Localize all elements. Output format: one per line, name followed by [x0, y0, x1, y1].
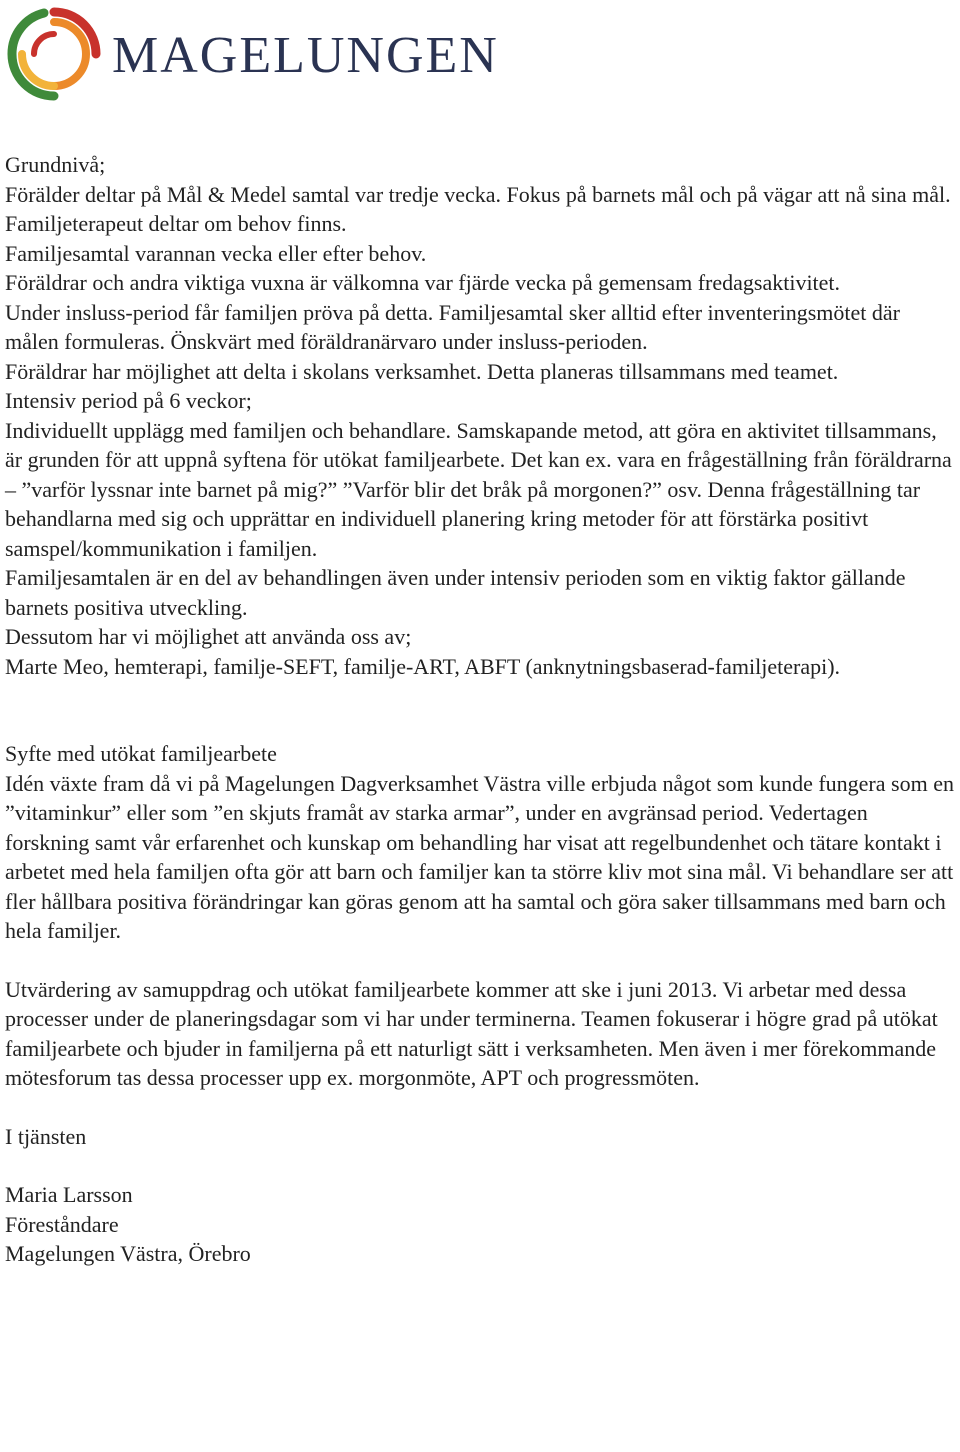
- paragraph: Idén växte fram då vi på Magelungen Dagverksamhet Västra ville erbjuda något som kunde fungera som en ”vitaminkur” eller som ”en skjuts framåt av starka armar”, under en avgränsad period. Vedertagen forskning samt vår erfarenhet och kunskap om behandling har visat att regelbundenhet och tätare kontakt i arbetet med hela familjen ofta gör att barn och familjer kan ta större kliv mot sina mål. Vi behandlare ser att fler hållbara positiva förändringar kan göras genom att ha samtal och göra saker tillsammans med barn och hela familjer.: [5, 770, 954, 943]
- paragraph: Utvärdering av samuppdrag och utökat familjearbete kommer att ske i juni 2013. Vi arbetar med dessa processer under de planeringsdagar som vi har under terminerna. Teamen fokuserar i högre grad på utökat familjearbete och bjuder in familjerna på ett naturligt sätt i verksamheten. Men även i mer förekommande mötesforum tas dessa processer upp ex. morgonmöte, APT och progressmöten.: [5, 976, 938, 1090]
- paragraph: Marte Meo, hemterapi, familje-SEFT, familje-ART, ABFT (anknytningsbaserad-familjeterapi).: [5, 653, 841, 679]
- spacer: [5, 1093, 955, 1122]
- signature-name: Maria Larsson: [5, 1182, 133, 1207]
- paragraph: Förälder deltar på Mål & Medel samtal var tredje vecka. Fokus på barnets mål och på vägar att nå sina mål. Familjeterapeut deltar om behov finns.: [5, 181, 951, 236]
- paragraph: Föräldrar har möjlighet att delta i skolans verksamhet. Detta planeras tillsammans med teamet.: [5, 358, 839, 384]
- section-heading-intensiv: Intensiv period på 6 veckor;: [5, 388, 252, 413]
- section-heading-syfte: Syfte med utökat familjearbete: [5, 741, 277, 766]
- paragraph: Föräldrar och andra viktiga vuxna är välkomna var fjärde vecka på gemensam fredagsaktivitet.: [5, 270, 841, 295]
- paragraph: Individuellt upplägg med familjen och behandlare. Samskapande metod, att göra en aktivitet tillsammans, är grunden för att uppnå syftena för utökat familjearbete. Det kan ex. vara en frågeställning från föräldrarna – ”varför lyssnar inte barnet på mig?” ”Varför blir det bråk på morgonen?” osv. Denna frågeställning tar behandlarna med sig och upprättar en individuell planering kring metoder för att förstärka positivt samspel/kommunikation i familjen.: [5, 417, 952, 561]
- ring-logo-icon: [4, 4, 104, 104]
- signature-title: Föreståndare: [5, 1211, 119, 1237]
- paragraph: Familjesamtalen är en del av behandlingen även under intensiv perioden som en viktig faktor gällande barnets positiva utveckling.: [5, 565, 906, 620]
- logo-wordmark: MAGELUNGEN: [112, 27, 499, 84]
- document-body: [5, 150, 955, 1269]
- closing: I tjänsten: [5, 1123, 87, 1149]
- spacer: [5, 1151, 955, 1180]
- spacer: [5, 681, 955, 739]
- paragraph: Dessutom har vi möjlighet att använda oss av;: [5, 624, 412, 649]
- spacer: [5, 946, 955, 975]
- signature-unit: Magelungen Västra, Örebro: [5, 1241, 251, 1266]
- magelungen-logo: [4, 4, 524, 104]
- section-heading-grundniva: Grundnivå;: [5, 152, 106, 177]
- paragraph: Under insluss-period får familjen pröva på detta. Familjesamtal sker alltid efter inventeringsmötet där målen formuleras. Önskvärt med föräldranärvaro under insluss-perioden.: [5, 299, 900, 354]
- paragraph: Familjesamtal varannan vecka eller efter behov.: [5, 240, 427, 266]
